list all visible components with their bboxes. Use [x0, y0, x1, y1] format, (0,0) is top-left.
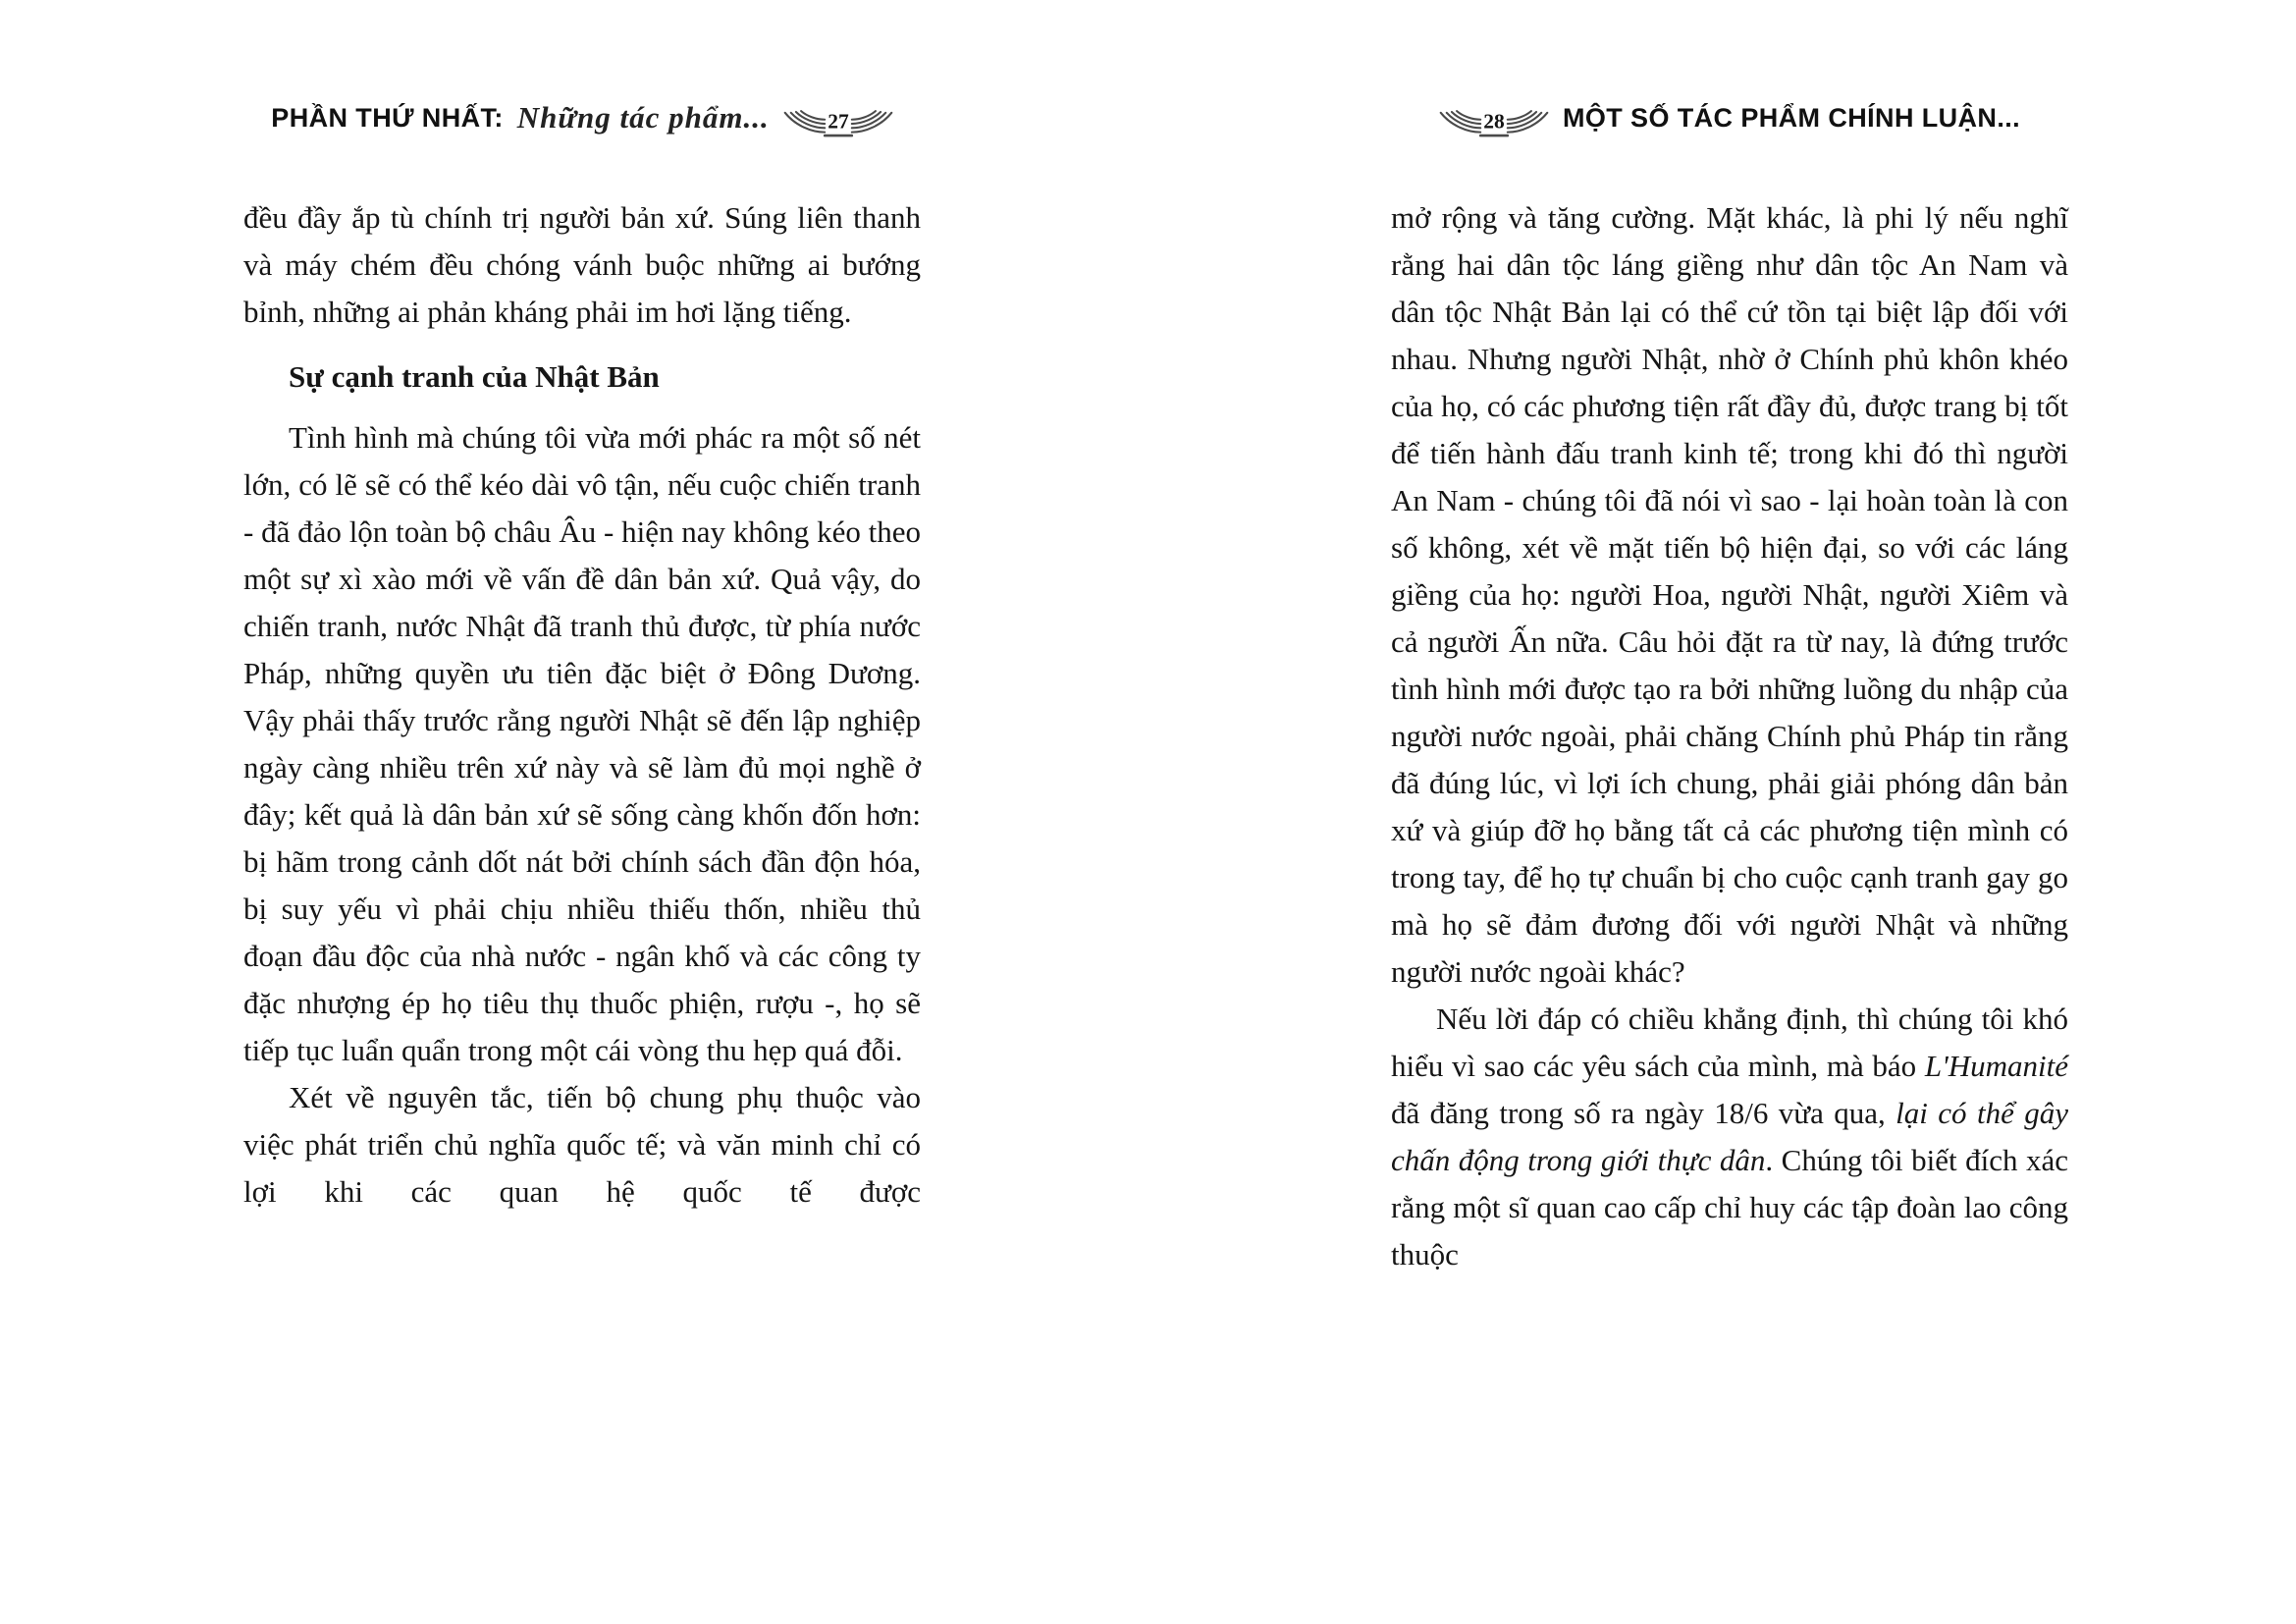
paragraph	[243, 1074, 921, 1216]
text-run: Xét về nguyên tắc, tiến bộ chung phụ thuộc vào việc phát triển chủ nghĩa quốc tế; và văn minh chỉ có lợi khi các quan hệ quốc tế được	[243, 1080, 921, 1209]
wings-ornament-icon	[1439, 93, 1549, 142]
wings-ornament-icon	[783, 93, 893, 142]
left-running-header	[243, 90, 921, 145]
italic-text-run: L'Humanité	[1924, 1049, 2068, 1083]
page-right-inner	[1391, 90, 2068, 1278]
text-run: đều đầy ắp tù chính trị người bản xứ. Súng liên thanh và máy chém đều chóng vánh buộc những ai bướng bỉnh, những ai phản kháng phải im hơi lặng tiếng.	[243, 200, 921, 329]
page-right	[1148, 0, 2295, 1624]
chapter-title: MỘT SỐ TÁC PHẨM CHÍNH LUẬN...	[1562, 102, 2021, 133]
text-run: Nếu lời đáp có chiều khẳng định, thì chúng tôi khó hiểu vì sao các yêu sách của mình, mà báo	[1391, 1001, 2068, 1083]
right-running-header	[1391, 90, 2068, 145]
page-number-ornament-right	[1439, 93, 1549, 142]
part-label: PHẦN THỨ NHẤT:	[271, 102, 504, 133]
page-number-left: 27	[827, 109, 849, 134]
paragraph	[1391, 996, 2068, 1278]
paragraph	[243, 194, 921, 336]
page-number-ornament-left	[783, 93, 893, 142]
left-page-text	[243, 194, 921, 1216]
paragraph	[1391, 194, 2068, 996]
page-left-inner	[243, 90, 921, 1216]
page-number-right: 28	[1483, 109, 1505, 134]
part-title-script: Những tác phẩm...	[516, 100, 770, 135]
text-run: Tình hình mà chúng tôi vừa mới phác ra một số nét lớn, có lẽ sẽ có thể kéo dài vô tận, nếu cuộc chiến tranh - đã đảo lộn toàn bộ châu Âu - hiện nay không kéo theo một sự xì xào mới về vấn đề dân bản xứ. Quả vậy, do chiến tranh, nước Nhật đã tranh thủ được, từ phía nước Pháp, những quyền ưu tiên đặc biệt ở Đông Dương. Vậy phải thấy trước rằng người Nhật sẽ đến lập nghiệp ngày càng nhiều trên xứ này và sẽ làm đủ mọi nghề ở đây; kết quả là dân bản xứ sẽ sống càng khốn đốn hơn: bị hãm trong cảnh dốt nát bởi chính sách đần độn hóa, bị suy yếu vì phải chịu nhiều thiếu thốn, nhiều thủ đoạn đầu độc của nhà nước - ngân khố và các công ty đặc nhượng ép họ tiêu thụ thuốc phiện, rượu -, họ sẽ tiếp tục luẩn quẩn trong một cái vòng thu hẹp quá đỗi.	[243, 420, 921, 1067]
right-page-text	[1391, 194, 2068, 1278]
text-run: . Chúng tôi biết đích xác rằng một sĩ quan cao cấp chỉ huy các tập đoàn lao công thuộc	[1391, 1143, 2068, 1272]
section-heading: Sự cạnh tranh của Nhật Bản	[289, 359, 660, 394]
text-run: đã đăng trong số ra ngày 18/6 vừa qua,	[1391, 1096, 1896, 1130]
italic-text-run: lại có thể gây chấn động trong giới thực dân	[1391, 1096, 2068, 1177]
text-run: mở rộng và tăng cường. Mặt khác, là phi lý nếu nghĩ rằng hai dân tộc láng giềng như dân tộc An Nam và dân tộc Nhật Bản lại có thể cứ tồn tại biệt lập đối với nhau. Nhưng người Nhật, nhờ ở Chính phủ khôn khéo của họ, có các phương tiện rất đầy đủ, được trang bị tốt để tiến hành đấu tranh kinh tế; trong khi đó thì người An Nam - chúng tôi đã nói vì sao - lại hoàn toàn là con số không, xét về mặt tiến bộ hiện đại, so với các láng giềng của họ: người Hoa, người Nhật, người Xiêm và cả người Ấn nữa. Câu hỏi đặt ra từ nay, là đứng trước tình hình mới được tạo ra bởi những luồng du nhập của người nước ngoài, phải chăng Chính phủ Pháp tin rằng đã đúng lúc, vì lợi ích chung, phải giải phóng dân bản xứ và giúp đỡ họ bằng tất cả các phương tiện mình có trong tay, để họ tự chuẩn bị cho cuộc cạnh tranh gay go mà họ sẽ đảm đương đối với người Nhật và những người nước ngoài khác?	[1391, 200, 2068, 989]
paragraph	[243, 414, 921, 1074]
